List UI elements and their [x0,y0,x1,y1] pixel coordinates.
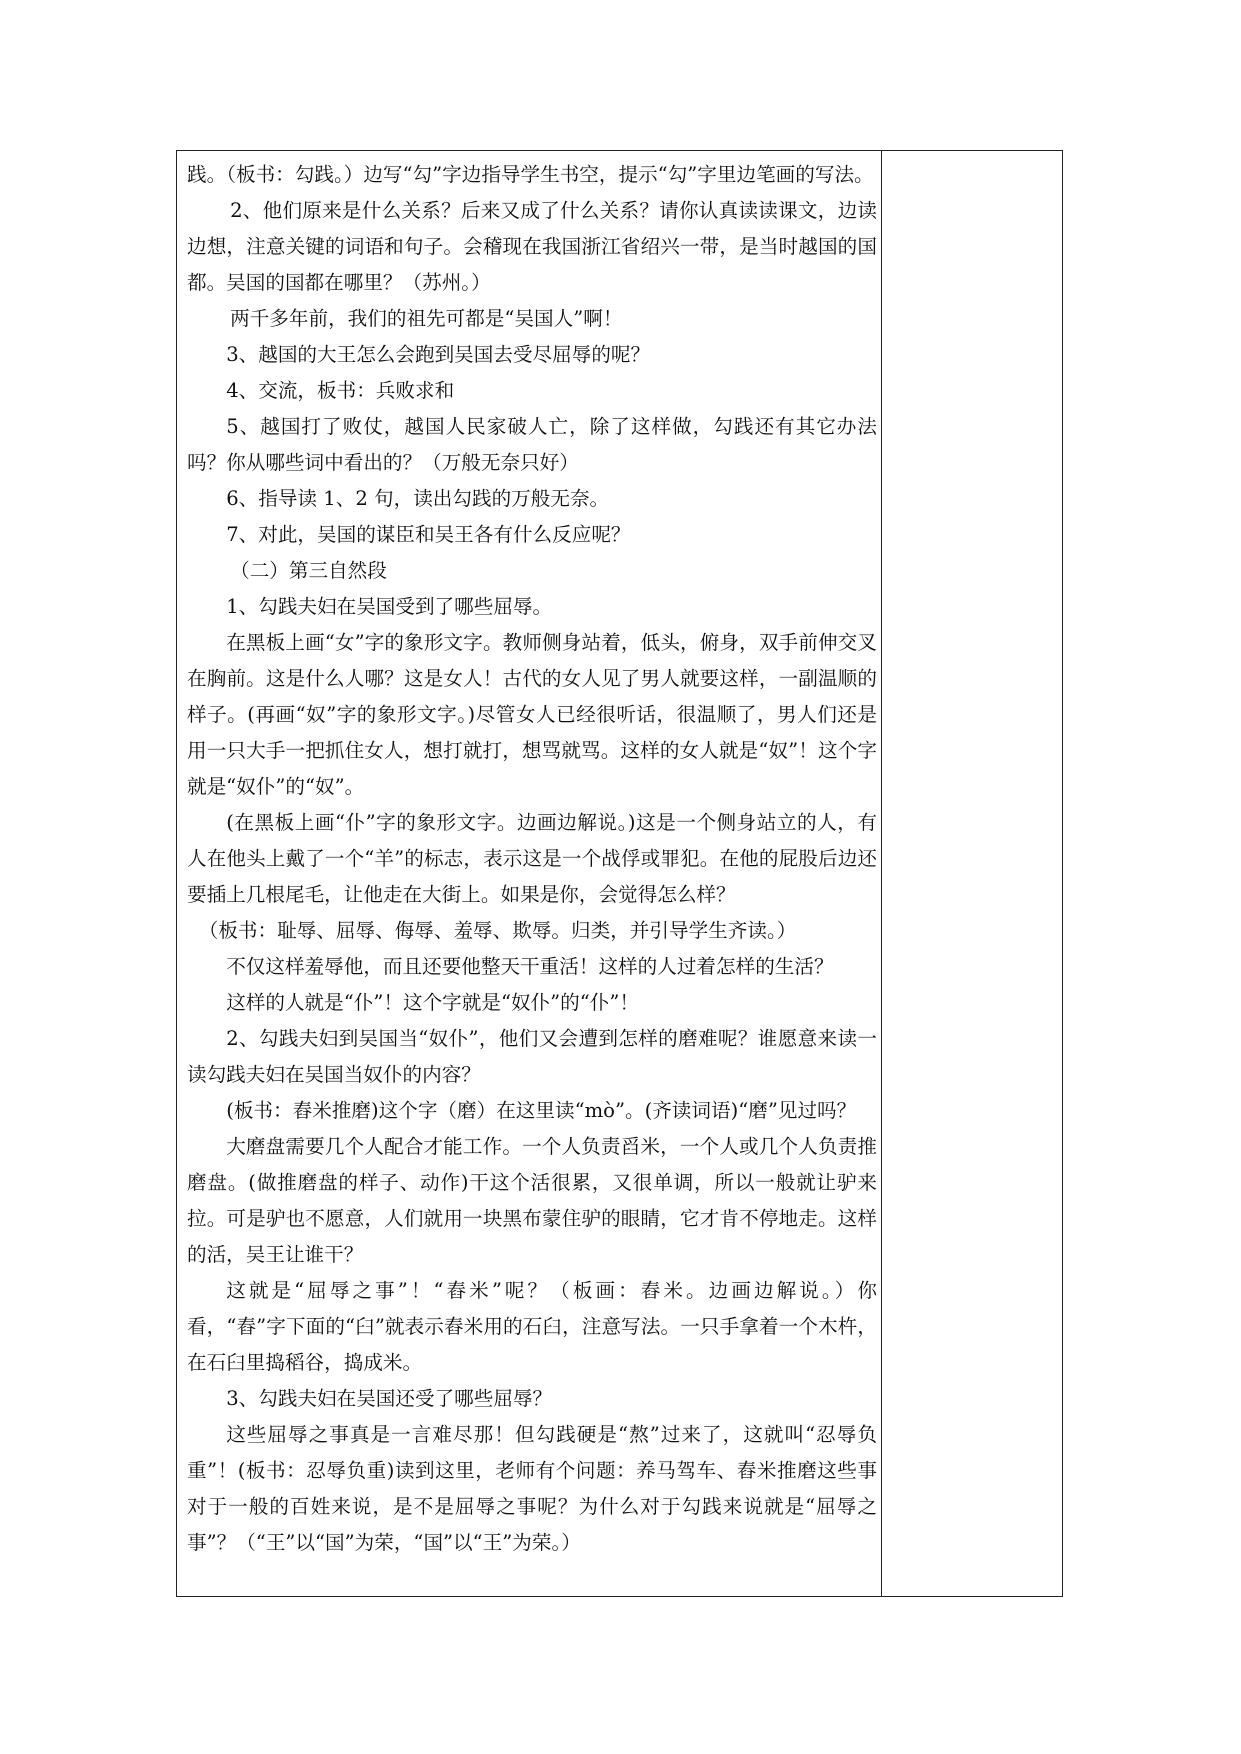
paragraph: 3、勾践夫妇在吴国还受了哪些屈辱？ [226,1387,553,1410]
notes-cell [883,151,1062,1596]
paragraph: 2、他们原来是什么关系？后来又成了什么关系？请你认真读读课文，边读边想，注意关键的词语和句子。会稽现在我国浙江省绍兴一带，是当时越国的国都。吴国的国都在哪里？（苏州。） [187,199,877,294]
paragraph: (在黑板上画“仆”字的象形文字。边画边解说。)这是一个侧身站立的人，有人在他头上戴了一个“羊”的标志，表示这是一个战俘或罪犯。在他的屁股后边还要插上几根尾毛，让他走在大街上。如果是你，会觉得怎么样？ [187,811,877,906]
paragraph: 4、交流，板书：兵败求和 [226,379,455,402]
lesson-table [176,150,1063,1597]
paragraph: 1、勾践夫妇在吴国受到了哪些屈辱。 [226,595,553,618]
paragraph: 两千多年前，我们的祖先可都是“吴国人”啊！ [230,307,623,330]
paragraph: 大磨盘需要几个人配合才能工作。一个人负责舀米，一个人或几个人负责推磨盘。(做推磨盘的样子、动作)干这个活很累，又很单调，所以一般就让驴来拉。可是驴也不愿意，人们就用一块黑布蒙住驴的眼睛，它才肯不停地走。这样的活，吴王让谁干？ [187,1135,877,1266]
paragraph: 在黑板上画“女”字的象形文字。教师侧身站着，低头，俯身，双手前伸交叉在胸前。这是什么人哪？这是女人！古代的女人见了男人就要这样，一副温顺的样子。(再画“奴”字的象形文字。)尽管女人已经很听话，很温顺了，男人们还是用一只大手一把抓住女人，想打就打，想骂就骂。这样的女人就是“奴”！这个字就是“奴仆”的“奴”。 [187,631,877,798]
paragraph: 7、对此，吴国的谋臣和吴王各有什么反应呢？ [226,523,631,546]
column-divider [881,151,882,1596]
paragraph: 3、越国的大王怎么会跑到吴国去受尽屈辱的呢？ [226,343,651,366]
paragraph: 5、越国打了败仗，越国人民家破人亡，除了这样做，勾践还有其它办法吗？你从哪些词中看出的？（万般无奈只好） [187,415,877,474]
paragraph: 这些屈辱之事真是一言难尽那！但勾践硬是“熬”过来了，这就叫“忍辱负重”！(板书：忍辱负重)读到这里，老师有个问题：养马驾车、舂米推磨这些事对于一般的百姓来说，是不是屈辱之事呢？为什么对于勾践来说就是“屈辱之事”？（“王”以“国”为荣，“国”以“王”为荣。） [187,1423,877,1554]
section-heading: （二）第三自然段 [230,559,387,582]
paragraph: 2、勾践夫妇到吴国当“奴仆”，他们又会遭到怎样的磨难呢？谁愿意来读一读勾践夫妇在吴国当奴仆的内容？ [187,1027,877,1086]
paragraph: 这就是“屈辱之事”！“舂米”呢？（板画：舂米。边画边解说。）你看，“舂”字下面的“臼”就表示舂米用的石臼，注意写法。一只手拿着一个木杵，在石臼里捣稻谷，捣成米。 [187,1279,877,1374]
paragraph: (板书：舂米推磨)这个字（磨）在这里读“mò”。(齐读词语)“磨”见过吗？ [226,1099,857,1122]
paragraph: 践。（板书：勾践。）边写“勾”字边指导学生书空，提示“勾”字里边笔画的写法。 [187,163,874,186]
paragraph: 不仅这样羞辱他，而且还要他整天干重活！这样的人过着怎样的生活？ [226,955,834,978]
paragraph: 6、指导读 1、2 句，读出勾践的万般无奈。 [226,487,610,510]
lesson-content-cell [187,157,877,1561]
paragraph: （板书：耻辱、屈辱、侮辱、羞辱、欺辱。归类，并引导学生齐读。） [198,919,797,942]
paragraph: 这样的人就是“仆”！这个字就是“奴仆”的“仆”！ [226,991,639,1014]
